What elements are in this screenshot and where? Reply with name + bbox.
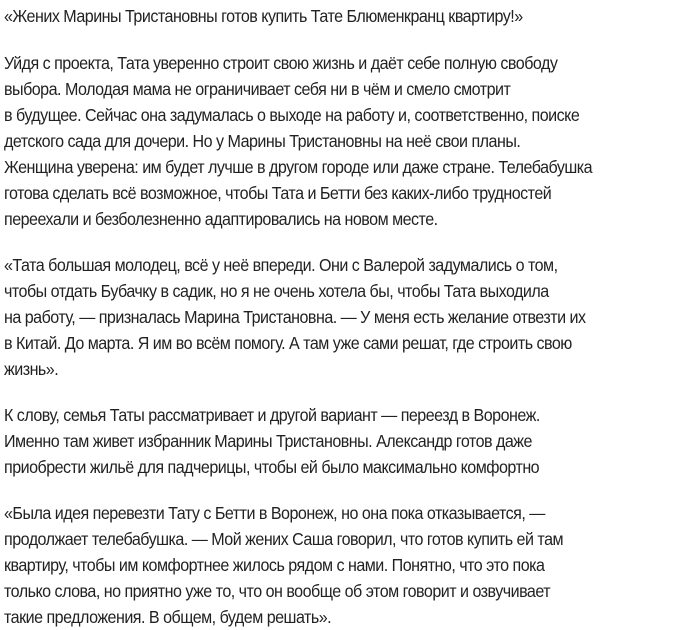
text-line: Женщина уверена: им будет лучше в другом городе или даже стране. Телебабушка	[4, 157, 593, 177]
text-line: К слову, семья Таты рассматривает и другой вариант — переезд в Воронеж.	[4, 405, 540, 425]
text-line: Именно там живет избранник Марины Тристановны. Александр готов даже	[4, 431, 532, 451]
text-line: Уйдя с проекта, Тата уверенно строит свою жизнь и даёт себе полную свободу	[4, 53, 558, 73]
headline-line: «Жених Марины Тристановны готов купить Тате Блюменкранц квартиру!»	[4, 6, 523, 26]
text-line: в будущее. Сейчас она задумалась о выходе на работу и, соответственно, поиске	[4, 105, 580, 125]
paragraph-4-quote	[4, 500, 699, 630]
text-line: в Китай. До марта. Я им во всём помогу. А там уже сами решат, где строить свою	[4, 333, 572, 353]
text-line: «Была идея перевезти Тату с Бетти в Воронеж, но она пока отказывается, —	[4, 503, 545, 523]
paragraph-1	[4, 50, 699, 232]
text-line: выбора. Молодая мама не ограничивает себя ни в чём и смело смотрит	[4, 79, 511, 99]
paragraph-3	[4, 402, 699, 480]
text-line: квартиру, чтобы им комфортнее жилось рядом с нами. Понятно, что это пока	[4, 555, 545, 575]
text-line: чтобы отдать Бубачку в садик, но я не очень хотела бы, чтобы Тата выходила	[4, 281, 549, 301]
text-line: готова сделать всё возможное, чтобы Тата и Бетти без каких-либо трудностей	[4, 183, 552, 203]
text-line: на работу, — призналась Марина Тристановна. — У меня есть желание отвезти их	[4, 307, 586, 327]
text-line: приобрести жильё для падчерицы, чтобы ей было максимально комфортно	[4, 457, 540, 477]
text-line: переехали и безболезненно адаптировались на новом месте.	[4, 209, 438, 229]
text-line: такие предложения. В общем, будем решать».	[4, 607, 332, 627]
text-line: «Тата большая молодец, всё у неё впереди. Они с Валерой задумались о том,	[4, 255, 558, 275]
text-line: продолжает телебабушка. — Мой жених Саша говорил, что готов купить ей там	[4, 529, 564, 549]
text-line: только слова, но приятно уже то, что он вообще об этом говорит и озвучивает	[4, 581, 551, 601]
article-headline	[4, 3, 699, 29]
text-line: жизнь».	[4, 359, 59, 379]
text-line: детского сада для дочери. Но у Марины Тристановны на неё свои планы.	[4, 131, 521, 151]
paragraph-2-quote	[4, 252, 699, 382]
